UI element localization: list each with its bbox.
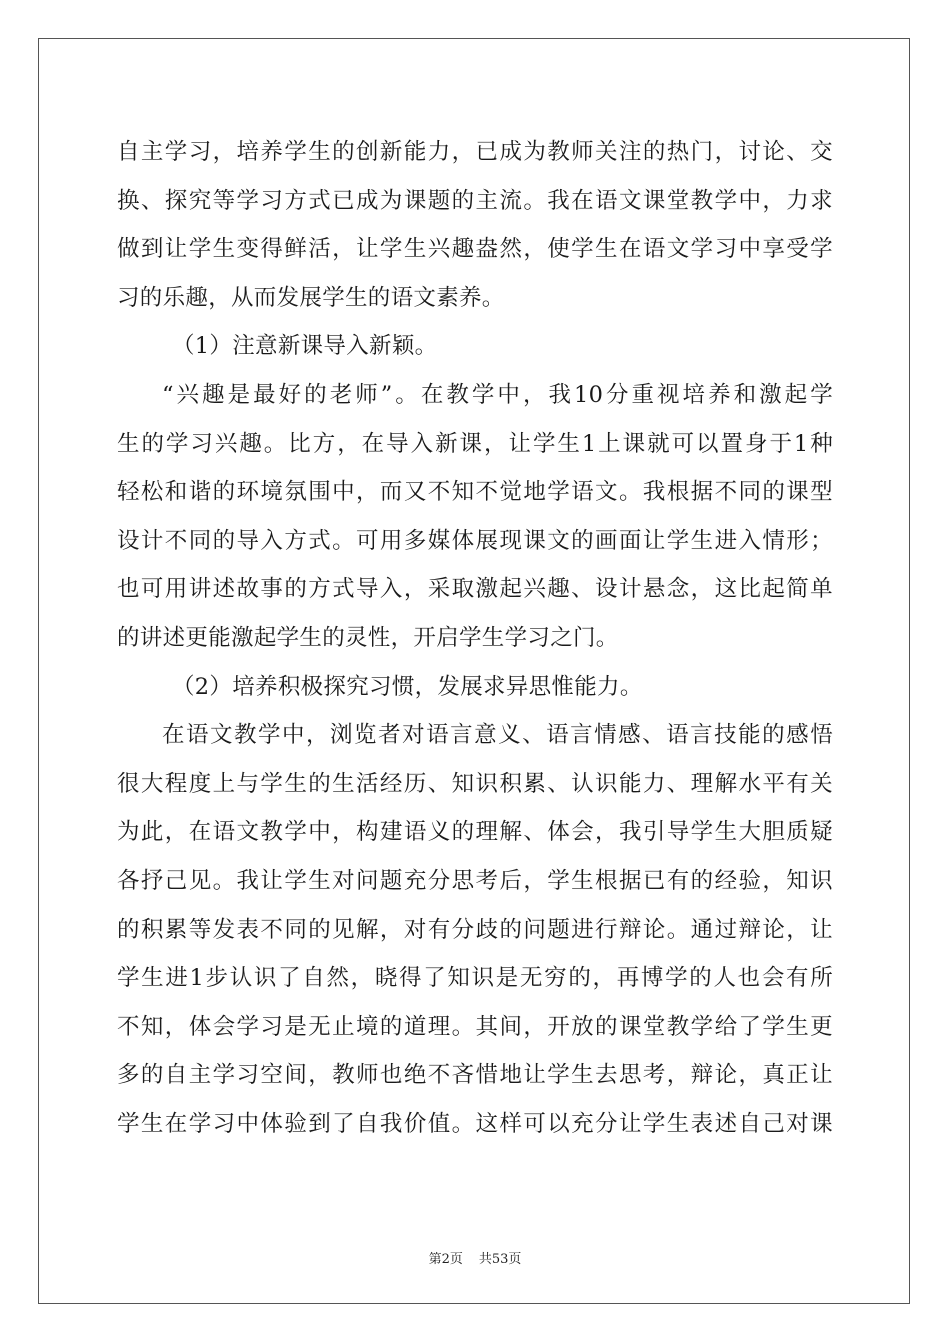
text-line: 不知，体会学习是无止境的道理。其间，开放的课堂教学给了学生更	[117, 1013, 833, 1040]
text-line: 多的自主学习空间，教师也绝不吝惜地让学生去思考，辩论，真正让	[117, 1062, 833, 1089]
text-line: 生的学习兴趣。比方，在导入新课，让学生1上课就可以置身于1种	[117, 430, 833, 457]
page-footer	[0, 1248, 950, 1267]
total-pages: 共53页	[478, 1252, 522, 1267]
section-heading: （2）培养积极探究习惯，发展求异思惟能力。	[172, 673, 643, 700]
text-line: 换、探究等学习方式已成为课题的主流。我在语文课堂教学中，力求	[117, 187, 833, 214]
section-heading: （1）注意新课导入新颖。	[172, 333, 438, 360]
text-line: 做到让学生变得鲜活，让学生兴趣盎然，使学生在语文学习中享受学	[117, 236, 833, 263]
text-line: 为此，在语文教学中，构建语义的理解、体会，我引导学生大胆质疑	[117, 819, 833, 846]
document-body	[117, 128, 833, 1148]
text-line: 在语文教学中，浏览者对语言意义、语言情感、语言技能的感悟	[162, 722, 833, 749]
text-line: 习的乐趣，从而发展学生的语文素养。	[117, 284, 505, 311]
text-line: 也可用讲述故事的方式导入，采取激起兴趣、设计悬念，这比起简单	[117, 576, 833, 603]
page-number: 第2页	[428, 1252, 463, 1267]
text-line: 的讲述更能激起学生的灵性，开启学生学习之门。	[117, 624, 619, 651]
text-line: 的积累等发表不同的见解，对有分歧的问题进行辩论。通过辩论，让	[117, 916, 833, 943]
text-line: “兴趣是最好的老师”。在教学中，我10分重视培养和激起学	[162, 381, 833, 408]
text-line: 很大程度上与学生的生活经历、知识积累、认识能力、理解水平有关	[117, 770, 833, 797]
text-line: 设计不同的导入方式。可用多媒体展现课文的画面让学生进入情形；	[117, 527, 833, 554]
text-line: 各抒己见。我让学生对问题充分思考后，学生根据已有的经验，知识	[117, 867, 833, 894]
text-line: 自主学习，培养学生的创新能力，已成为教师关注的热门，讨论、交	[117, 139, 833, 165]
text-line: 学生进1步认识了自然，晓得了知识是无穷的，再博学的人也会有所	[117, 965, 833, 992]
text-line: 学生在学习中体验到了自我价值。这样可以充分让学生表述自己对课	[117, 1110, 833, 1137]
text-line: 轻松和谐的环境氛围中，而又不知不觉地学语文。我根据不同的课型	[117, 479, 833, 506]
